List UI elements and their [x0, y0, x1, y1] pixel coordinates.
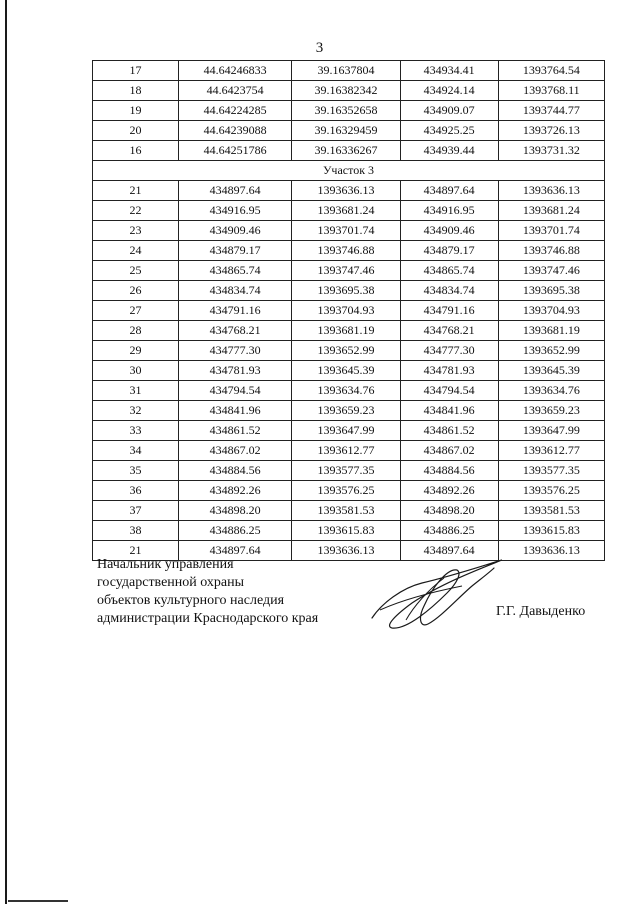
coordinate-cell: 434892.26 [400, 481, 498, 501]
coordinate-cell: 434781.93 [179, 361, 292, 381]
coordinate-cell: 434879.17 [179, 241, 292, 261]
coordinate-cell: 1393636.13 [498, 541, 604, 561]
coordinate-cell: 1393681.24 [292, 201, 400, 221]
table-row [93, 461, 605, 481]
coordinate-cell: 434768.21 [400, 321, 498, 341]
coordinate-cell: 434865.74 [179, 261, 292, 281]
point-number-cell: 38 [93, 521, 179, 541]
point-number-cell: 27 [93, 301, 179, 321]
coordinate-cell: 434916.95 [179, 201, 292, 221]
section-title: Участок 3 [93, 161, 605, 181]
coordinate-cell: 1393731.32 [498, 141, 604, 161]
handwritten-signature [362, 548, 512, 638]
coordinate-cell: 434909.46 [179, 221, 292, 241]
coordinate-cell: 1393652.99 [498, 341, 604, 361]
coordinate-cell: 434909.07 [400, 101, 498, 121]
coordinate-cell: 434916.95 [400, 201, 498, 221]
coordinate-cell: 1393768.11 [498, 81, 604, 101]
coordinate-cell: 434892.26 [179, 481, 292, 501]
coordinate-cell: 1393681.19 [292, 321, 400, 341]
coordinate-cell: 44.64239088 [179, 121, 292, 141]
coordinate-cell: 434867.02 [400, 441, 498, 461]
coordinate-cell: 1393746.88 [292, 241, 400, 261]
coordinate-cell: 1393659.23 [292, 401, 400, 421]
signatory-title-line: объектов культурного наследия [97, 593, 285, 608]
coordinate-cell: 1393652.99 [292, 341, 400, 361]
coordinate-cell: 1393701.74 [498, 221, 604, 241]
scan-edge-mark [8, 900, 68, 902]
coordinate-cell: 434879.17 [400, 241, 498, 261]
table-row [93, 101, 605, 121]
coordinate-cell: 1393746.88 [498, 241, 604, 261]
coordinate-cell: 434884.56 [179, 461, 292, 481]
coordinate-cell: 434867.02 [179, 441, 292, 461]
point-number-cell: 36 [93, 481, 179, 501]
coordinate-cell: 434768.21 [179, 321, 292, 341]
point-number-cell: 34 [93, 441, 179, 461]
coordinate-cell: 44.64224285 [179, 101, 292, 121]
coordinate-cell: 1393704.93 [498, 301, 604, 321]
coordinates-table [92, 60, 605, 561]
table-row [93, 381, 605, 401]
point-number-cell: 16 [93, 141, 179, 161]
table-row [93, 241, 605, 261]
coordinate-cell: 434791.16 [400, 301, 498, 321]
table-row [93, 221, 605, 241]
signatory-title [97, 556, 318, 628]
signatory-title-line: государственной охраны [97, 575, 245, 590]
point-number-cell: 21 [93, 541, 179, 561]
coordinate-cell: 434841.96 [179, 401, 292, 421]
coordinate-cell: 434865.74 [400, 261, 498, 281]
table-row [93, 61, 605, 81]
coordinate-cell: 1393634.76 [498, 381, 604, 401]
coordinate-cell: 434794.54 [179, 381, 292, 401]
coordinate-cell: 1393726.13 [498, 121, 604, 141]
coordinate-cell: 434777.30 [179, 341, 292, 361]
coordinate-cell: 434886.25 [400, 521, 498, 541]
table-row [93, 441, 605, 461]
page-number: 3 [315, 40, 324, 56]
table-row [93, 321, 605, 341]
coordinate-cell: 434897.64 [179, 181, 292, 201]
coordinate-cell: 39.16336267 [292, 141, 400, 161]
coordinate-cell: 434898.20 [400, 501, 498, 521]
coordinate-cell: 44.6423754 [179, 81, 292, 101]
coordinate-cell: 44.64246833 [179, 61, 292, 81]
table-row [93, 421, 605, 441]
point-number-cell: 30 [93, 361, 179, 381]
table-row [93, 481, 605, 501]
coordinate-cell: 1393695.38 [498, 281, 604, 301]
coordinate-cell: 1393704.93 [292, 301, 400, 321]
coordinate-cell: 1393764.54 [498, 61, 604, 81]
coordinate-cell: 1393695.38 [292, 281, 400, 301]
coordinate-cell: 1393576.25 [498, 481, 604, 501]
coordinate-cell: 39.16352658 [292, 101, 400, 121]
coordinate-cell: 1393701.74 [292, 221, 400, 241]
point-number-cell: 29 [93, 341, 179, 361]
table-row [93, 401, 605, 421]
point-number-cell: 25 [93, 261, 179, 281]
coordinate-cell: 1393612.77 [498, 441, 604, 461]
coordinate-cell: 434886.25 [179, 521, 292, 541]
coordinate-cell: 1393636.13 [498, 181, 604, 201]
coordinate-cell: 1393581.53 [292, 501, 400, 521]
point-number-cell: 35 [93, 461, 179, 481]
point-number-cell: 32 [93, 401, 179, 421]
point-number-cell: 23 [93, 221, 179, 241]
table-row [93, 501, 605, 521]
signatory-title-line: Начальник управления [97, 557, 234, 572]
table-row [93, 361, 605, 381]
coordinate-cell: 434777.30 [400, 341, 498, 361]
page-left-border [5, 0, 7, 904]
coordinate-cell: 434841.96 [400, 401, 498, 421]
coordinate-cell: 434939.44 [400, 141, 498, 161]
coordinate-cell: 39.1637804 [292, 61, 400, 81]
coordinate-cell: 434791.16 [179, 301, 292, 321]
coordinate-cell: 1393645.39 [292, 361, 400, 381]
coordinate-cell: 39.16382342 [292, 81, 400, 101]
coordinate-cell: 1393636.13 [292, 541, 400, 561]
coordinate-cell: 434898.20 [179, 501, 292, 521]
point-number-cell: 24 [93, 241, 179, 261]
coordinates-table-body [93, 61, 605, 561]
coordinate-cell: 1393577.35 [292, 461, 400, 481]
point-number-cell: 21 [93, 181, 179, 201]
coordinate-cell: 1393681.24 [498, 201, 604, 221]
signatory-name: Г.Г. Давыденко [496, 604, 586, 619]
table-row [93, 141, 605, 161]
point-number-cell: 18 [93, 81, 179, 101]
point-number-cell: 17 [93, 61, 179, 81]
coordinate-cell: 44.64251786 [179, 141, 292, 161]
coordinate-cell: 1393612.77 [292, 441, 400, 461]
coordinate-cell: 1393681.19 [498, 321, 604, 341]
table-row [93, 261, 605, 281]
coordinate-cell: 1393744.77 [498, 101, 604, 121]
coordinate-cell: 434897.64 [400, 541, 498, 561]
coordinate-cell: 1393647.99 [498, 421, 604, 441]
coordinate-cell: 1393634.76 [292, 381, 400, 401]
coordinate-cell: 1393615.83 [498, 521, 604, 541]
section-header-row [93, 161, 605, 181]
coordinate-cell: 1393747.46 [498, 261, 604, 281]
coordinate-cell: 434781.93 [400, 361, 498, 381]
coordinate-cell: 1393747.46 [292, 261, 400, 281]
coordinate-cell: 434834.74 [400, 281, 498, 301]
coordinate-cell: 434794.54 [400, 381, 498, 401]
coordinate-cell: 434909.46 [400, 221, 498, 241]
coordinate-cell: 434834.74 [179, 281, 292, 301]
coordinate-cell: 1393647.99 [292, 421, 400, 441]
coordinate-cell: 434934.41 [400, 61, 498, 81]
coordinate-cell: 1393636.13 [292, 181, 400, 201]
point-number-cell: 28 [93, 321, 179, 341]
coordinate-cell: 39.16329459 [292, 121, 400, 141]
coordinate-cell: 1393577.35 [498, 461, 604, 481]
coordinate-cell: 434861.52 [179, 421, 292, 441]
point-number-cell: 33 [93, 421, 179, 441]
coordinate-cell: 434897.64 [400, 181, 498, 201]
coordinate-cell: 434924.14 [400, 81, 498, 101]
coordinate-cell: 434884.56 [400, 461, 498, 481]
point-number-cell: 31 [93, 381, 179, 401]
point-number-cell: 26 [93, 281, 179, 301]
point-number-cell: 37 [93, 501, 179, 521]
coordinate-cell: 1393581.53 [498, 501, 604, 521]
coordinate-cell: 1393659.23 [498, 401, 604, 421]
table-row [93, 281, 605, 301]
table-row [93, 201, 605, 221]
coordinate-cell: 434897.64 [179, 541, 292, 561]
coordinate-cell: 1393576.25 [292, 481, 400, 501]
signatory-title-line: администрации Краснодарского края [97, 611, 319, 626]
table-row [93, 81, 605, 101]
point-number-cell: 19 [93, 101, 179, 121]
point-number-cell: 22 [93, 201, 179, 221]
coordinate-cell: 1393615.83 [292, 521, 400, 541]
table-row [93, 341, 605, 361]
table-row [93, 521, 605, 541]
table-row [93, 181, 605, 201]
point-number-cell: 20 [93, 121, 179, 141]
coordinate-cell: 434925.25 [400, 121, 498, 141]
coordinate-cell: 1393645.39 [498, 361, 604, 381]
table-row [93, 121, 605, 141]
coordinate-cell: 434861.52 [400, 421, 498, 441]
table-row [93, 301, 605, 321]
